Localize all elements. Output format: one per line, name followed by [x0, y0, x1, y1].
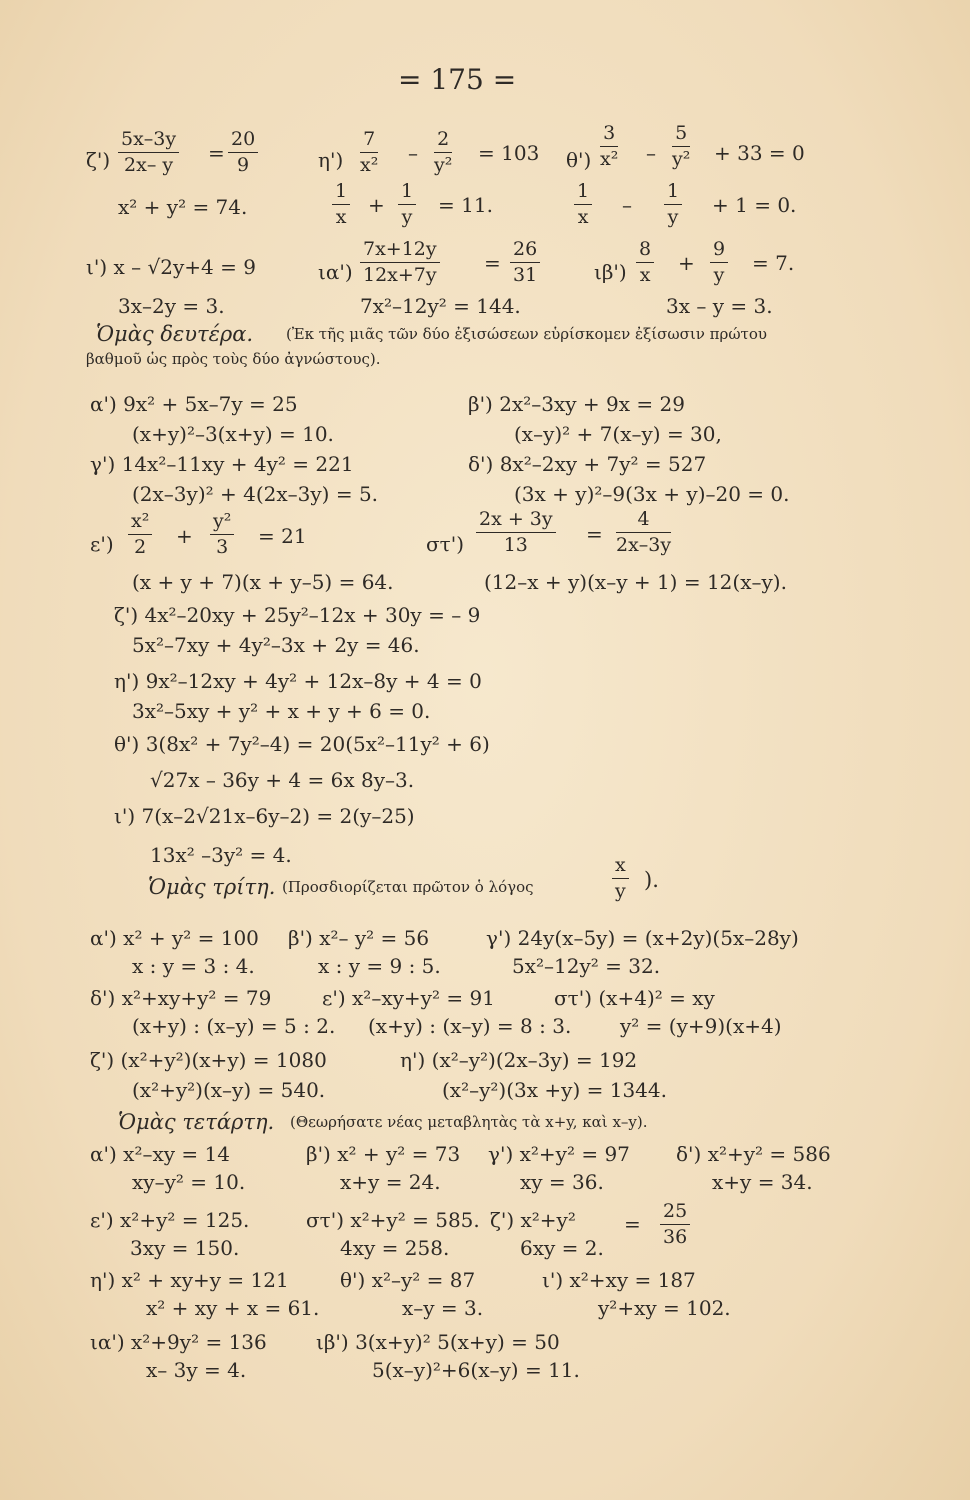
exercise-ia-label: ια'): [318, 260, 353, 284]
equals-sign: =: [624, 1212, 641, 1236]
group4-i-line1: ι') x²+xy = 187: [542, 1268, 696, 1292]
exercise-z-fraction: $\frac{5x-3y}{2x- y}$: [118, 130, 179, 175]
exercise-ib-line2: 3x – y = 3.: [666, 294, 773, 318]
group4-st-line2: 4xy = 258.: [340, 1236, 450, 1260]
group4-ia-line2: x– 3y = 4.: [146, 1358, 247, 1382]
equals-sign: =: [586, 522, 603, 546]
fraction: $\frac{25}{36}$: [660, 1202, 690, 1247]
group2-a-line2: (x+y)²–3(x+y) = 10.: [132, 422, 334, 446]
group2-th-line1: θ') 3(8x² + 7y²–4) = 20(5x²–11y² + 6): [114, 732, 490, 756]
group4-a-line1: α') x²–xy = 14: [90, 1142, 230, 1166]
exercise-z-rhs: $\frac{20}{9}$: [228, 130, 258, 175]
group3-st-line1: στ') (x+4)² = xy: [554, 986, 715, 1010]
group2-b-line1: β') 2x²–3xy + 9x = 29: [468, 392, 685, 416]
group4-b-line2: x+y = 24.: [340, 1170, 441, 1194]
exercise-z-line2: x² + y² = 74.: [118, 195, 248, 219]
group4-d-line1: δ') x²+y² = 586: [676, 1142, 831, 1166]
group4-ib-line1: ιβ') 3(x+y)² 5(x+y) = 50: [316, 1330, 560, 1354]
group3-st-line2: y² = (y+9)(x+4): [620, 1014, 782, 1038]
fraction: $\frac{1}{x}$: [574, 182, 592, 227]
group2-z-line2: 5x²–7xy + 4y²–3x + 2y = 46.: [132, 633, 420, 657]
group4-th-line2: x–y = 3.: [402, 1296, 484, 1320]
fraction: $\frac{26}{31}$: [510, 240, 540, 285]
group3-c-line2: 5x²–12y² = 32.: [512, 954, 661, 978]
group4-a-line2: xy–y² = 10.: [132, 1170, 246, 1194]
group4-intro: (Θεωρήσατε νέας μεταβλητὰς τὰ x+y, καὶ x–y).: [290, 1113, 648, 1131]
exercise-z-label: ζ'): [86, 148, 111, 172]
group3-h-line1: η') (x²–y²)(2x–3y) = 192: [400, 1048, 638, 1072]
group4-th-line1: θ') x²–y² = 87: [340, 1268, 476, 1292]
group3-intro: (Προσδιορίζεται πρῶτον ὁ λόγος: [282, 878, 534, 896]
fraction: $\frac{7x+12y}{12x+7y}$: [360, 240, 440, 285]
equals-sign: =: [208, 141, 225, 165]
fraction: $\frac{2}{\text{y²}}$: [434, 128, 453, 176]
group2-z-line1: ζ') 4x²–20xy + 25y²–12x + 30y = – 9: [114, 603, 481, 627]
group3-e-line1: ε') x²–xy+y² = 91: [322, 986, 495, 1010]
fraction: $\frac{8}{x}$: [636, 240, 654, 285]
group2-e-line2: (x + y + 7)(x + y–5) = 64.: [132, 570, 394, 594]
exercise-ia-line2: 7x²–12y² = 144.: [360, 294, 521, 318]
group3-d-line1: δ') x²+xy+y² = 79: [90, 986, 272, 1010]
fraction: $\frac{\text{y²}}{3}$: [210, 512, 234, 557]
fraction: $\frac{2x + 3y}{13}$: [476, 510, 556, 555]
exercise-ib-rhs: = 7.: [752, 251, 795, 275]
minus-sign: –: [646, 141, 656, 165]
group2-a-line1: α') 9x² + 5x–7y = 25: [90, 392, 298, 416]
group4-e-line2: 3xy = 150.: [130, 1236, 240, 1260]
exercise-theta-rhs: + 33 = 0: [714, 141, 805, 165]
exercise-eta-rhs: = 103: [478, 141, 540, 165]
fraction: $\frac{\text{x²}}{2}$: [128, 512, 152, 557]
group2-th-line2: √27x – 36y + 4 = 6x 8y–3.: [150, 768, 415, 792]
plus-sign: +: [176, 524, 193, 548]
group2-i-line1: ι') 7(x–2√21x–6y–2) = 2(y–25): [114, 804, 415, 828]
group4-c-line1: γ') x²+y² = 97: [488, 1142, 630, 1166]
fraction: $\frac{7}{\text{x²}}$: [360, 128, 379, 176]
fraction: $\frac{1}{y}$: [398, 182, 416, 227]
fraction: $\frac{1}{y}$: [664, 182, 682, 227]
equals-sign: =: [484, 251, 501, 275]
group2-d-line2: (3x + y)²–9(3x + y)–20 = 0.: [514, 482, 790, 506]
group3-c-line1: γ') 24y(x–5y) = (x+2y)(5x–28y): [486, 926, 799, 950]
group3-z-line1: ζ') (x²+y²)(x+y) = 1080: [90, 1048, 327, 1072]
group4-z-line2: 6xy = 2.: [520, 1236, 604, 1260]
group3-h-line2: (x²–y²)(3x +y) = 1344.: [442, 1078, 667, 1102]
fraction: $\frac{5}{\text{y²}}$: [672, 122, 691, 170]
group2-st-line2: (12–x + y)(x–y + 1) = 12(x–y).: [484, 570, 787, 594]
exercise-iota-line2: 3x–2y = 3.: [118, 294, 225, 318]
group2-title: Ὁμὰς δευτέρα.: [96, 322, 254, 346]
group3-e-line2: (x+y) : (x–y) = 8 : 3.: [368, 1014, 572, 1038]
group4-z-label: ζ') x²+y²: [490, 1208, 576, 1232]
fraction: $\frac{1}{x}$: [332, 182, 350, 227]
minus-sign: –: [408, 141, 418, 165]
group4-ia-line1: ια') x²+9y² = 136: [90, 1330, 267, 1354]
plus-sign: +: [678, 251, 695, 275]
exercise-ib-label: ιβ'): [594, 260, 627, 284]
group4-d-line2: x+y = 34.: [712, 1170, 813, 1194]
fraction: $\frac{4}{2x-3y}$: [616, 508, 672, 556]
group2-b-line2: (x–y)² + 7(x–y) = 30,: [514, 422, 722, 446]
group4-c-line2: xy = 36.: [520, 1170, 604, 1194]
group3-d-line2: (x+y) : (x–y) = 5 : 2.: [132, 1014, 336, 1038]
group3-b-line2: x : y = 9 : 5.: [318, 954, 441, 978]
group2-i-line2: 13x² –3y² = 4.: [150, 843, 292, 867]
group2-e-rhs: = 21: [258, 524, 307, 548]
group3-z-line2: (x²+y²)(x–y) = 540.: [132, 1078, 326, 1102]
group4-h-line1: η') x² + xy+y = 121: [90, 1268, 289, 1292]
group3-b-line1: β') x²– y² = 56: [288, 926, 430, 950]
group4-title: Ὁμὰς τετάρτη.: [118, 1110, 275, 1134]
exercise-theta-label: θ'): [566, 148, 592, 172]
ratio-fraction: $\frac{x}{y}$: [612, 856, 629, 901]
exercise-eta-rhs2: = 11.: [438, 193, 493, 217]
page-number: = 175 =: [398, 63, 517, 96]
minus-sign: –: [622, 193, 632, 217]
group4-b-line1: β') x² + y² = 73: [306, 1142, 461, 1166]
fraction: $\frac{9}{y}$: [710, 240, 728, 285]
group2-c-line2: (2x–3y)² + 4(2x–3y) = 5.: [132, 482, 379, 506]
exercise-theta-rhs2: + 1 = 0.: [712, 193, 797, 217]
group2-d-line1: δ') 8x²–2xy + 7y² = 527: [468, 452, 707, 476]
group4-i-line2: y²+xy = 102.: [598, 1296, 731, 1320]
group3-title: Ὁμὰς τρίτη.: [148, 875, 276, 899]
group4-ib-line2: 5(x–y)²+6(x–y) = 11.: [372, 1358, 580, 1382]
group4-st-line1: στ') x²+y² = 585.: [306, 1208, 480, 1232]
group2-c-line1: γ') 14x²–11xy + 4y² = 221: [90, 452, 354, 476]
group2-intro-line1: (Ἐκ τῆς μιᾶς τῶν δύο ἐξισώσεων εὑρίσκομεν ἐξίσωσιν πρώτου: [286, 325, 767, 343]
group3-intro-close: ).: [644, 868, 659, 892]
exercise-iota-line1: ι') x – √2y+4 = 9: [86, 255, 256, 279]
group2-intro-line2: βαθμοῦ ὡς πρὸς τοὺς δύο ἀγνώστους).: [86, 350, 381, 368]
group2-e-label: ε'): [90, 532, 114, 556]
group4-h-line2: x² + xy + x = 61.: [146, 1296, 320, 1320]
group3-a-line1: α') x² + y² = 100: [90, 926, 259, 950]
group2-h-line1: η') 9x²–12xy + 4y² + 12x–8y + 4 = 0: [114, 669, 482, 693]
group3-a-line2: x : y = 3 : 4.: [132, 954, 255, 978]
group2-st-label: στ'): [426, 532, 465, 556]
fraction: $\frac{3}{\text{x²}}$: [600, 122, 619, 170]
exercise-eta-label: η'): [318, 148, 344, 172]
group2-h-line2: 3x²–5xy + y² + x + y + 6 = 0.: [132, 699, 431, 723]
plus-sign: +: [368, 193, 385, 217]
group4-e-line1: ε') x²+y² = 125.: [90, 1208, 250, 1232]
